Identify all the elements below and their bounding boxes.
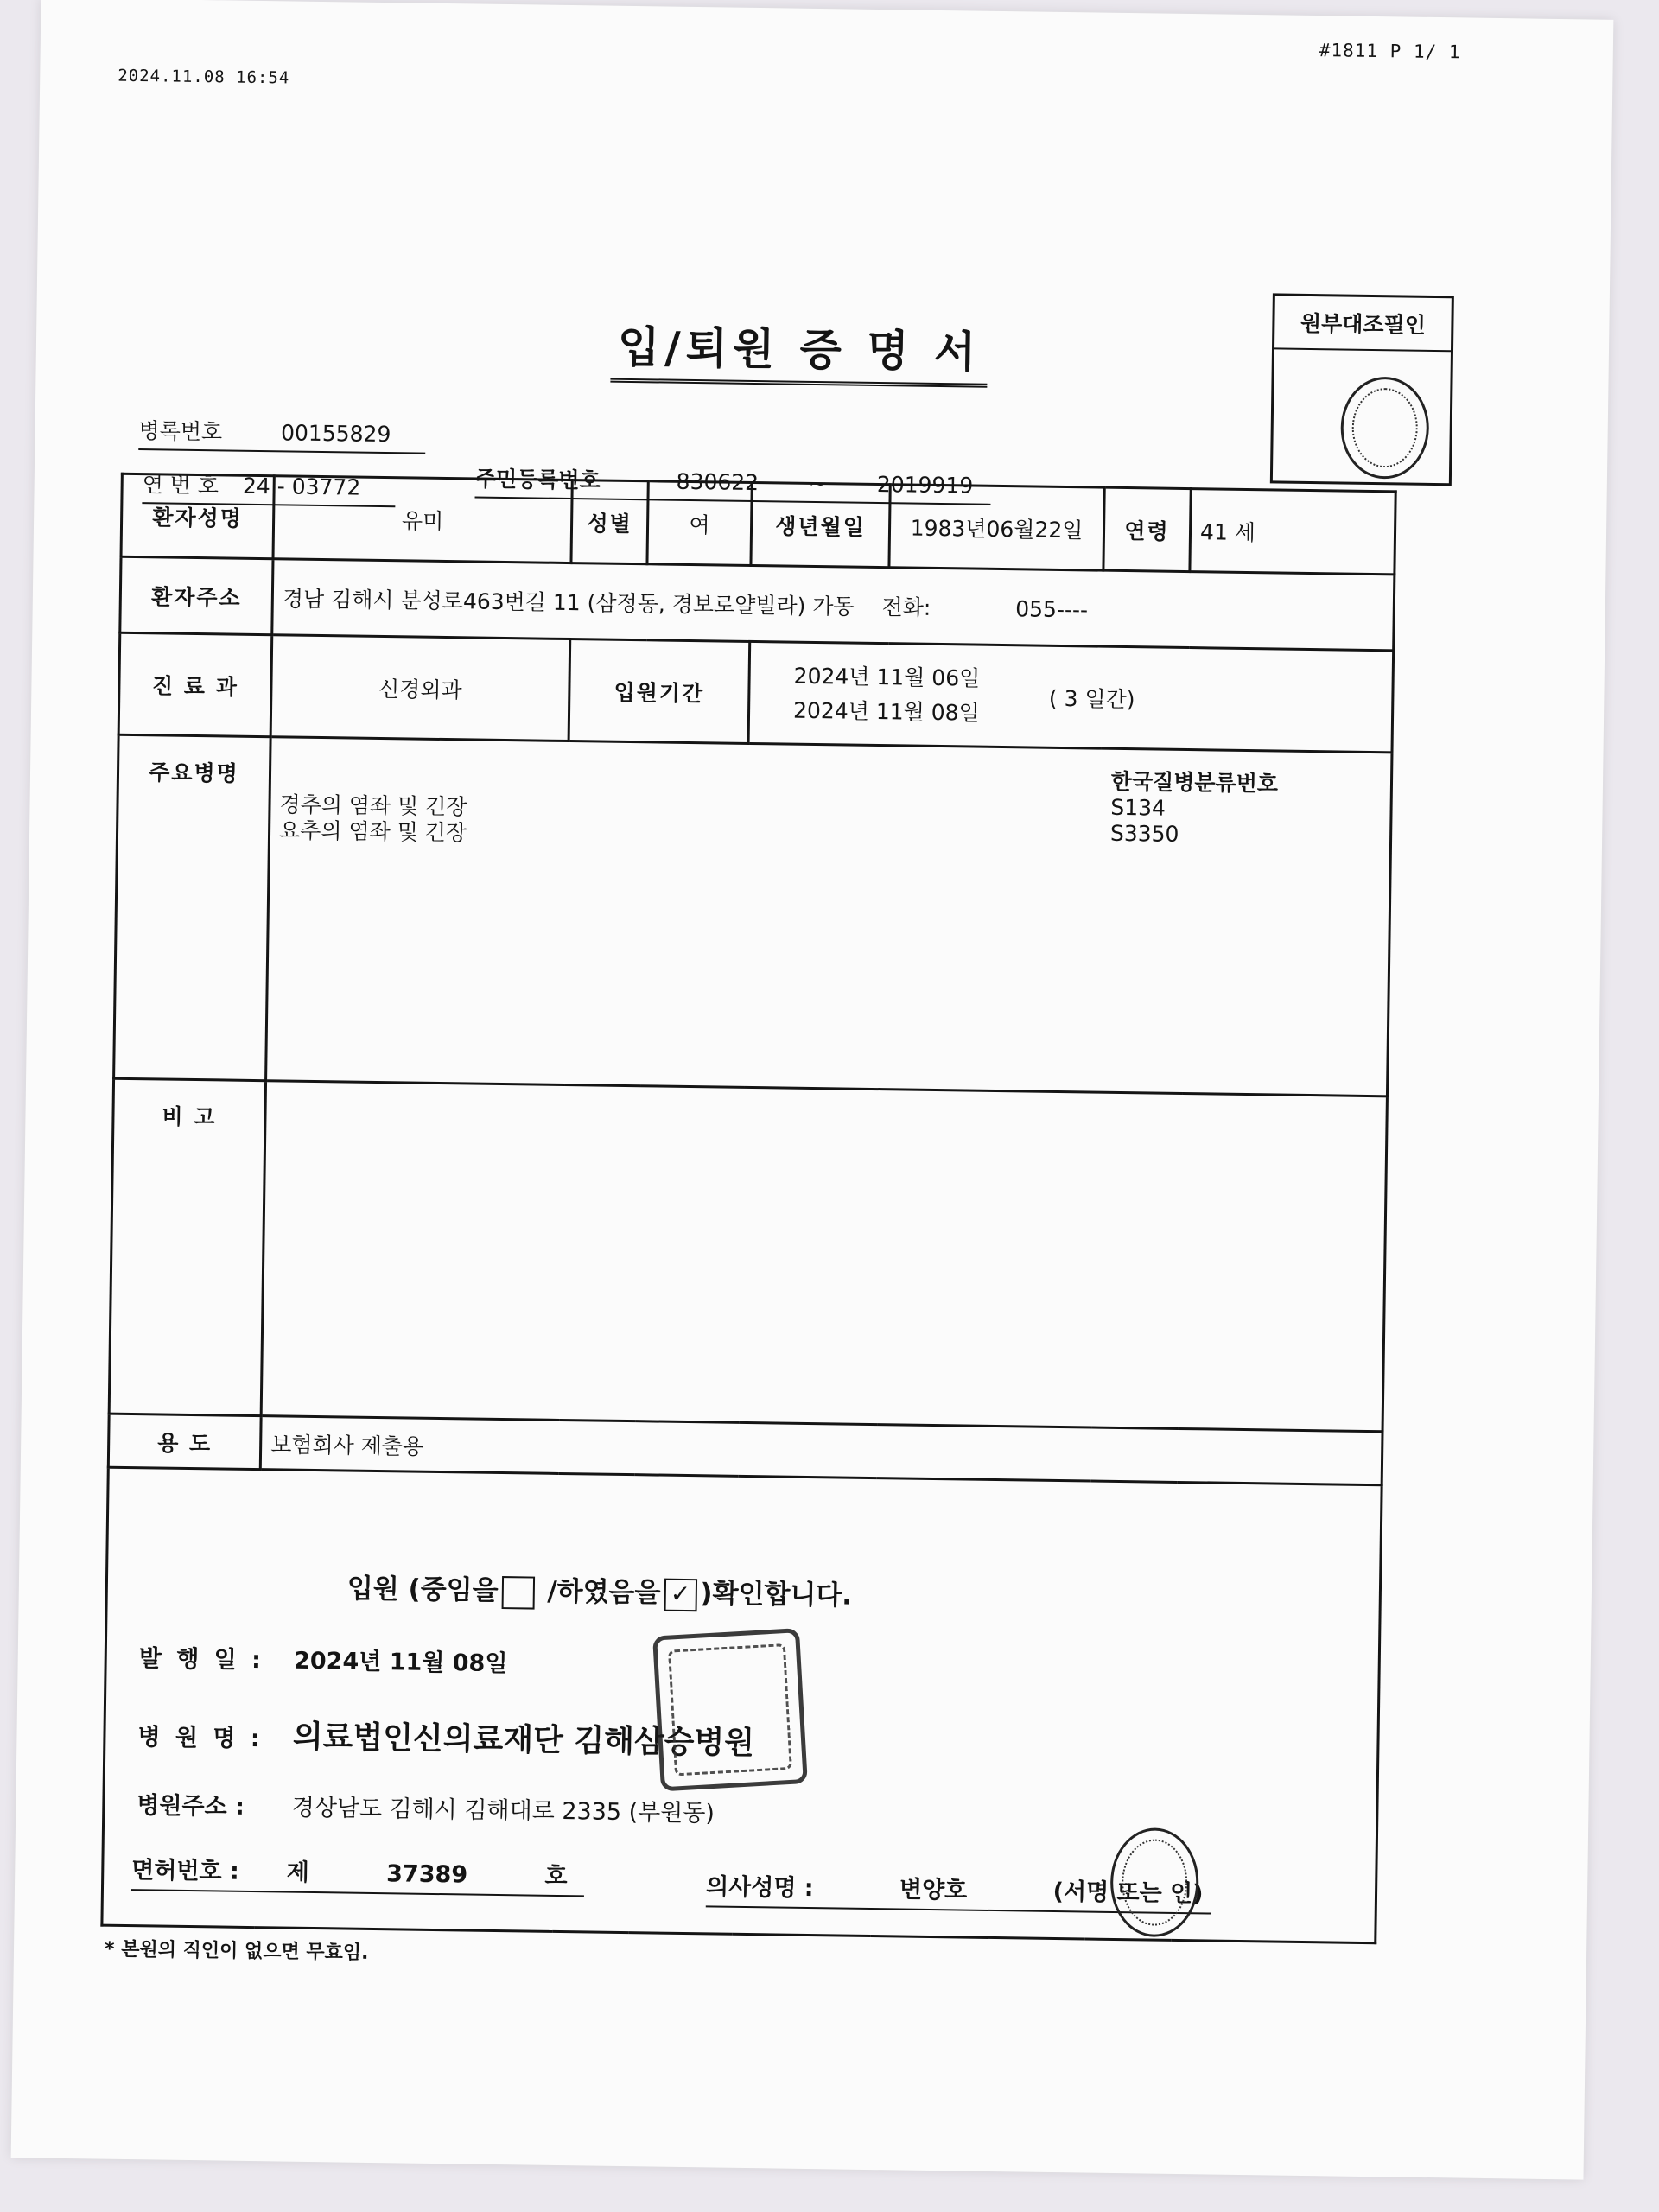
- phone-label: 전화:: [881, 594, 931, 620]
- sex-label: 성별: [571, 480, 648, 564]
- issue-date-value: 2024년 11월 08일: [293, 1647, 508, 1678]
- admission-start: 2024년 11월 06일: [793, 663, 981, 691]
- document-title: 입/퇴원 증 명 서: [610, 313, 988, 388]
- rrn-front: 830622: [676, 468, 760, 496]
- diagnosis-label: 주요병명: [114, 734, 271, 1080]
- confirmation-middle: /하였음을: [537, 1575, 661, 1609]
- age-value: 41 세: [1190, 489, 1395, 575]
- fax-page-number: #1811 P 1/ 1: [1319, 40, 1461, 63]
- confirmation-statement: [347, 1567, 853, 1614]
- phone-value: 055----: [1015, 595, 1089, 622]
- license-suffix: 호: [544, 1862, 568, 1891]
- dob-label: 생년월일: [751, 482, 890, 567]
- remarks-value: [261, 1081, 1387, 1432]
- license-label: 면허번호 :: [131, 1857, 240, 1885]
- stamp-box-label: 원부대조필인: [1274, 296, 1452, 352]
- doctor-name: 변양호: [899, 1876, 968, 1904]
- admission-duration: ( 3 일간): [1048, 685, 1135, 712]
- hospital-name-value: 의료법인신의료재단 김해삼승병원: [292, 1719, 755, 1762]
- verification-stamp-box: [1270, 293, 1454, 486]
- diagnosis-cell: [266, 737, 1392, 1096]
- chart-number-value: 00155829: [280, 420, 391, 448]
- disease-code: S3350: [1109, 820, 1179, 847]
- department-value: 신경외과: [270, 635, 570, 741]
- age-label: 연령: [1103, 487, 1191, 571]
- fax-timestamp: 2024.11.08 16:54: [118, 66, 290, 88]
- in-progress-checkbox: [501, 1576, 535, 1610]
- serial-number-label: 연 번 호: [142, 472, 219, 499]
- hospital-address-label: 병원주소 :: [137, 1792, 245, 1821]
- patient-name-label: 환자성명: [121, 474, 274, 558]
- sex-value: 여: [647, 481, 752, 566]
- address-label: 환자주소: [120, 556, 273, 634]
- hospital-name-label: 병 원 명 :: [137, 1724, 264, 1753]
- patient-name: 유미: [273, 476, 572, 563]
- remarks-label: 비 고: [109, 1078, 265, 1415]
- patient-address: 경남 김해시 분성로463번길 11 (삼정동, 경보로얄빌라) 가동: [282, 585, 855, 620]
- disease-name: 경추의 염좌 및 긴장: [279, 791, 467, 820]
- footnote: * 본원의 직인이 없으면 무효임.: [104, 1938, 369, 1964]
- disease-code-header: 한국질병분류번호: [1110, 768, 1279, 797]
- license-row: [131, 1851, 585, 1891]
- admission-period-cell: [748, 641, 1394, 752]
- rrn-separator: ~: [808, 470, 828, 497]
- doctor-label: 의사성명 :: [705, 1873, 814, 1903]
- completed-checkbox: ✓: [664, 1578, 697, 1611]
- purpose-label: 용 도: [108, 1414, 261, 1469]
- department-label: 진 료 과: [118, 632, 272, 736]
- hospital-address-value: 경상남도 김해시 김해대로 2335 (부원동): [291, 1794, 715, 1827]
- chart-number-label: 병록번호: [138, 418, 223, 445]
- confirmation-suffix: )확인합니다.: [700, 1578, 853, 1611]
- purpose-value: 보험회사 제출용: [260, 1416, 1382, 1485]
- verification-seal-icon: [1340, 376, 1430, 479]
- document-page: [11, 0, 1614, 2180]
- confirmation-prefix: 입원 (중임을: [346, 1573, 499, 1606]
- rrn-label: 주민등록번호: [474, 466, 601, 493]
- issue-date-label: 발 행 일 :: [138, 1645, 265, 1675]
- chart-number-row: [138, 414, 425, 449]
- dob-value: 1983년06월22일: [889, 485, 1104, 570]
- admission-end: 2024년 11월 08일: [792, 697, 980, 726]
- disease-code: S134: [1110, 794, 1166, 821]
- disease-codes: [1110, 769, 1278, 849]
- license-number: 37389: [385, 1860, 468, 1889]
- serial-number-value: 24 - 03772: [242, 473, 361, 500]
- license-prefix: 제: [286, 1859, 309, 1886]
- admission-period-label: 입원기간: [569, 639, 750, 744]
- signature-note: (서명 또는 인): [1052, 1878, 1204, 1908]
- issue-date-row: [138, 1639, 507, 1678]
- disease-name: 요추의 염좌 및 긴장: [278, 817, 467, 846]
- hospital-seal-icon: [652, 1628, 808, 1791]
- rrn-back: 2019919: [876, 471, 974, 499]
